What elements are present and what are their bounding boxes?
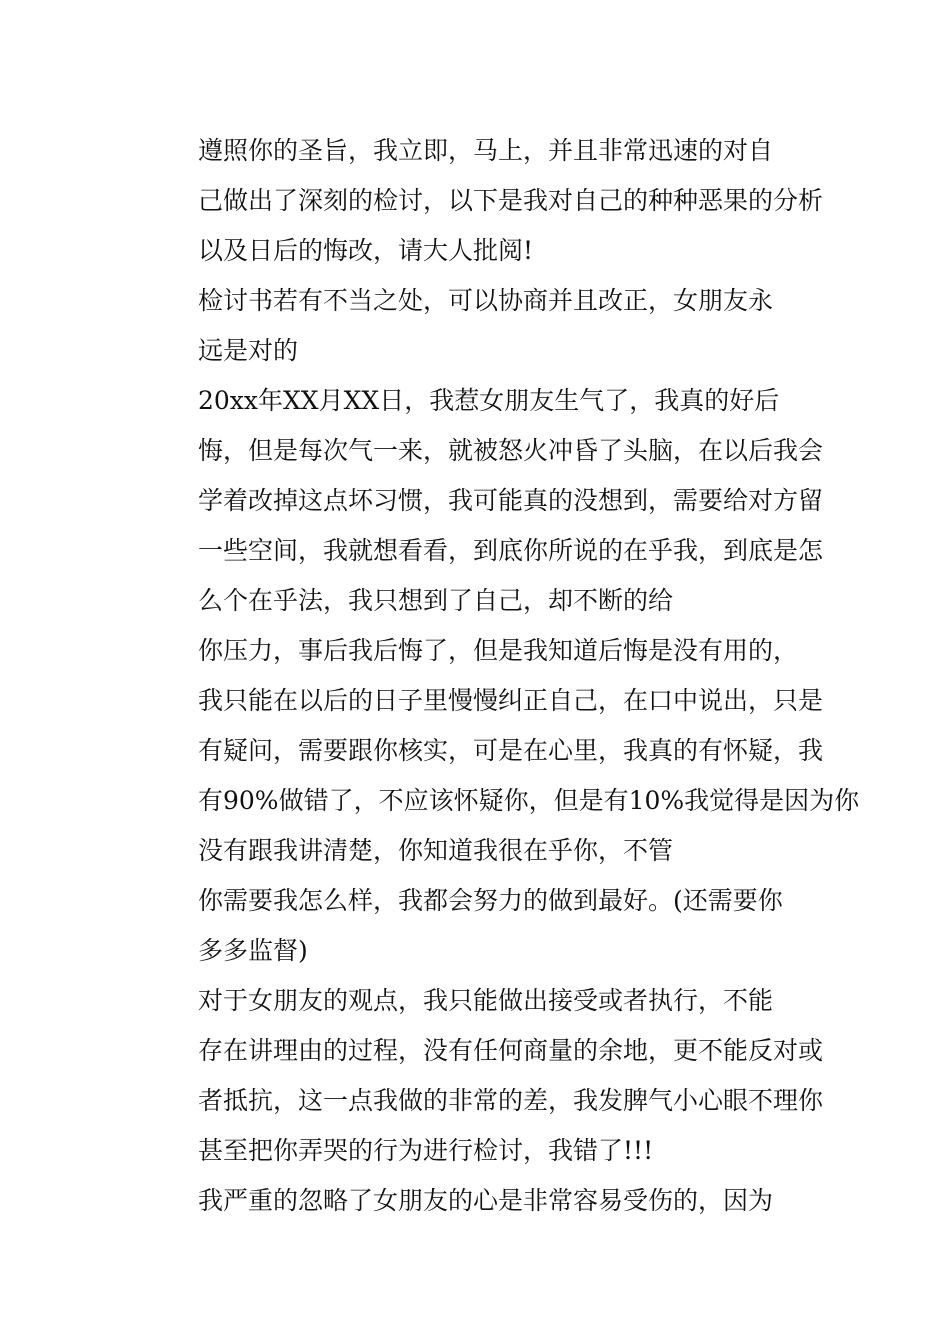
paragraph <box>146 126 824 276</box>
text-line: 者抵抗，这一点我做的非常的差，我发脾气小心眼不理你 <box>198 1086 824 1115</box>
text-line: 存在讲理由的过程，没有任何商量的余地，更不能反对或 <box>198 1036 824 1065</box>
text-line: 以及日后的悔改，请大人批阅! <box>198 236 534 265</box>
text-line: 甚至把你弄哭的行为进行检讨，我错了!!! <box>198 1136 654 1165</box>
text-line: 悔，但是每次气一来，就被怒火冲昏了头脑，在以后我会 <box>198 436 824 465</box>
text-line: 有90%做错了，不应该怀疑你，但是有10%我觉得是因为你 <box>198 786 860 815</box>
paragraph <box>146 376 824 626</box>
text-line: 遵照你的圣旨，我立即，马上，并且非常迅速的对自 <box>198 136 774 165</box>
text-line: 检讨书若有不当之处，可以协商并且改正，女朋友永 <box>198 286 774 315</box>
text-line: 20xx年XX月XX日，我惹女朋友生气了，我真的好后 <box>198 386 780 415</box>
text-line: 你需要我怎么样，我都会努力的做到最好。(还需要你 <box>198 886 783 915</box>
paragraph <box>146 626 860 876</box>
text-line: 么个在乎法，我只想到了自己，却不断的给 <box>198 586 674 615</box>
text-line: 远是对的 <box>198 336 299 365</box>
text-line: 我只能在以后的日子里慢慢纠正自己，在口中说出，只是 <box>198 686 824 715</box>
text-line: 己做出了深刻的检讨，以下是我对自己的种种恶果的分析 <box>198 186 824 215</box>
text-line: 我严重的忽略了女朋友的心是非常容易受伤的，因为 <box>198 1186 774 1215</box>
paragraph <box>146 276 810 376</box>
text-line: 没有跟我讲清楚，你知道我很在乎你，不管 <box>198 836 674 865</box>
paragraph <box>146 1176 810 1226</box>
text-line: 学着改掉这点坏习惯，我可能真的没想到，需要给对方留 <box>198 486 824 515</box>
text-line: 你压力，事后我后悔了，但是我知道后悔是没有用的， <box>198 636 799 665</box>
text-line: 一些空间，我就想看看，到底你所说的在乎我，到底是怎 <box>198 536 824 565</box>
text-line: 有疑问，需要跟你核实，可是在心里，我真的有怀疑，我 <box>198 736 824 765</box>
text-line: 对于女朋友的观点，我只能做出接受或者执行，不能 <box>198 986 774 1015</box>
paragraph <box>146 976 824 1176</box>
text-line: 多多监督) <box>198 936 308 965</box>
document-body <box>146 126 860 1226</box>
paragraph <box>146 876 810 976</box>
